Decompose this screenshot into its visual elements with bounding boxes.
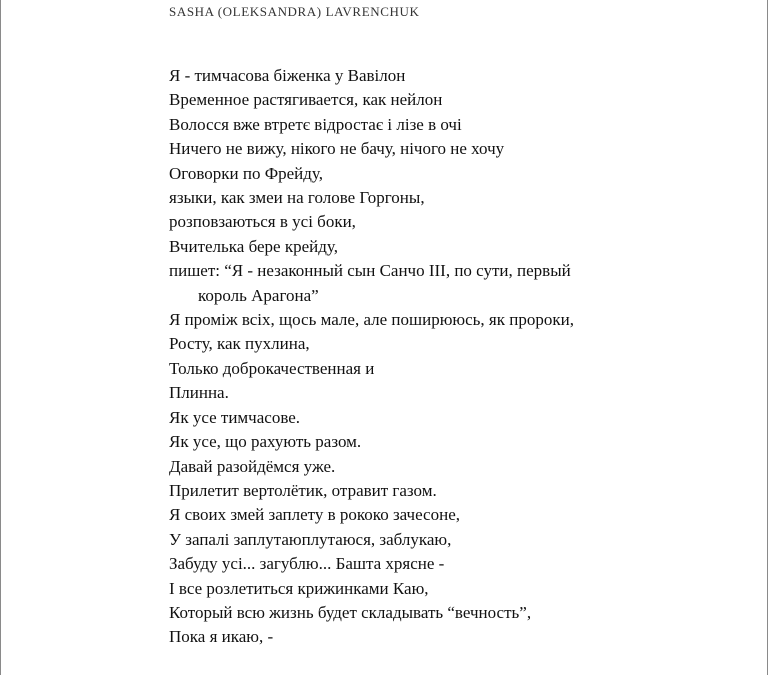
poem-line: Который всю жизнь будет складывать “вечность”, bbox=[169, 602, 532, 622]
poem-line: Только доброкачественная и bbox=[169, 358, 375, 378]
page-left-border bbox=[0, 0, 1, 675]
poem-line: Пока я икаю, - bbox=[169, 627, 274, 647]
poem-line: Оговорки по Фрейду, bbox=[169, 163, 323, 183]
poem-line: Волосся вже втретє відростає і лізе в очі bbox=[169, 114, 462, 134]
poem-line: Прилетит вертолётик, отравит газом. bbox=[169, 480, 437, 500]
poem-line: Давай разойдёмся уже. bbox=[169, 456, 336, 476]
poem-line: Як усе тимчасове. bbox=[169, 407, 301, 427]
poem-line: Я проміж всіх, щось мале, але поширююсь, як пророки, bbox=[169, 310, 574, 330]
poem-body bbox=[169, 64, 729, 650]
poem-line: Временное растягивается, как нейлон bbox=[169, 90, 443, 110]
poem-line: розповзаються в усі боки, bbox=[169, 212, 356, 232]
poem-line: Росту, как пухлина, bbox=[169, 334, 310, 354]
poem-line: пишет: “Я - незаконный сын Санчо III, по сути, первый bbox=[169, 261, 571, 281]
poem-line-continuation: король Арагона” bbox=[198, 285, 319, 305]
poem-line: Як усе, що рахують разом. bbox=[169, 432, 362, 452]
poem-line: Я - тимчасова біженка у Вавілон bbox=[169, 66, 406, 85]
poem-line: У запалі заплутаюплутаюся, заблукаю, bbox=[169, 529, 452, 549]
author-header: SASHA (OLEKSANDRA) LAVRENCHUK bbox=[169, 4, 420, 19]
poem-line: І все розлетиться крижинками Каю, bbox=[169, 578, 429, 598]
poem-line: Я своих змей заплету в рококо зачесоне, bbox=[169, 505, 460, 525]
poem-line: Забуду усі... загублю... Башта хрясне - bbox=[169, 554, 445, 574]
poem-line: Ничего не вижу, нікого не бачу, нічого не хочу bbox=[169, 139, 505, 159]
poem-line: Плинна. bbox=[169, 383, 229, 403]
poem-line: Вчителька бере крейду, bbox=[169, 236, 338, 256]
poem-line: языки, как змеи на голове Горгоны, bbox=[169, 188, 425, 208]
